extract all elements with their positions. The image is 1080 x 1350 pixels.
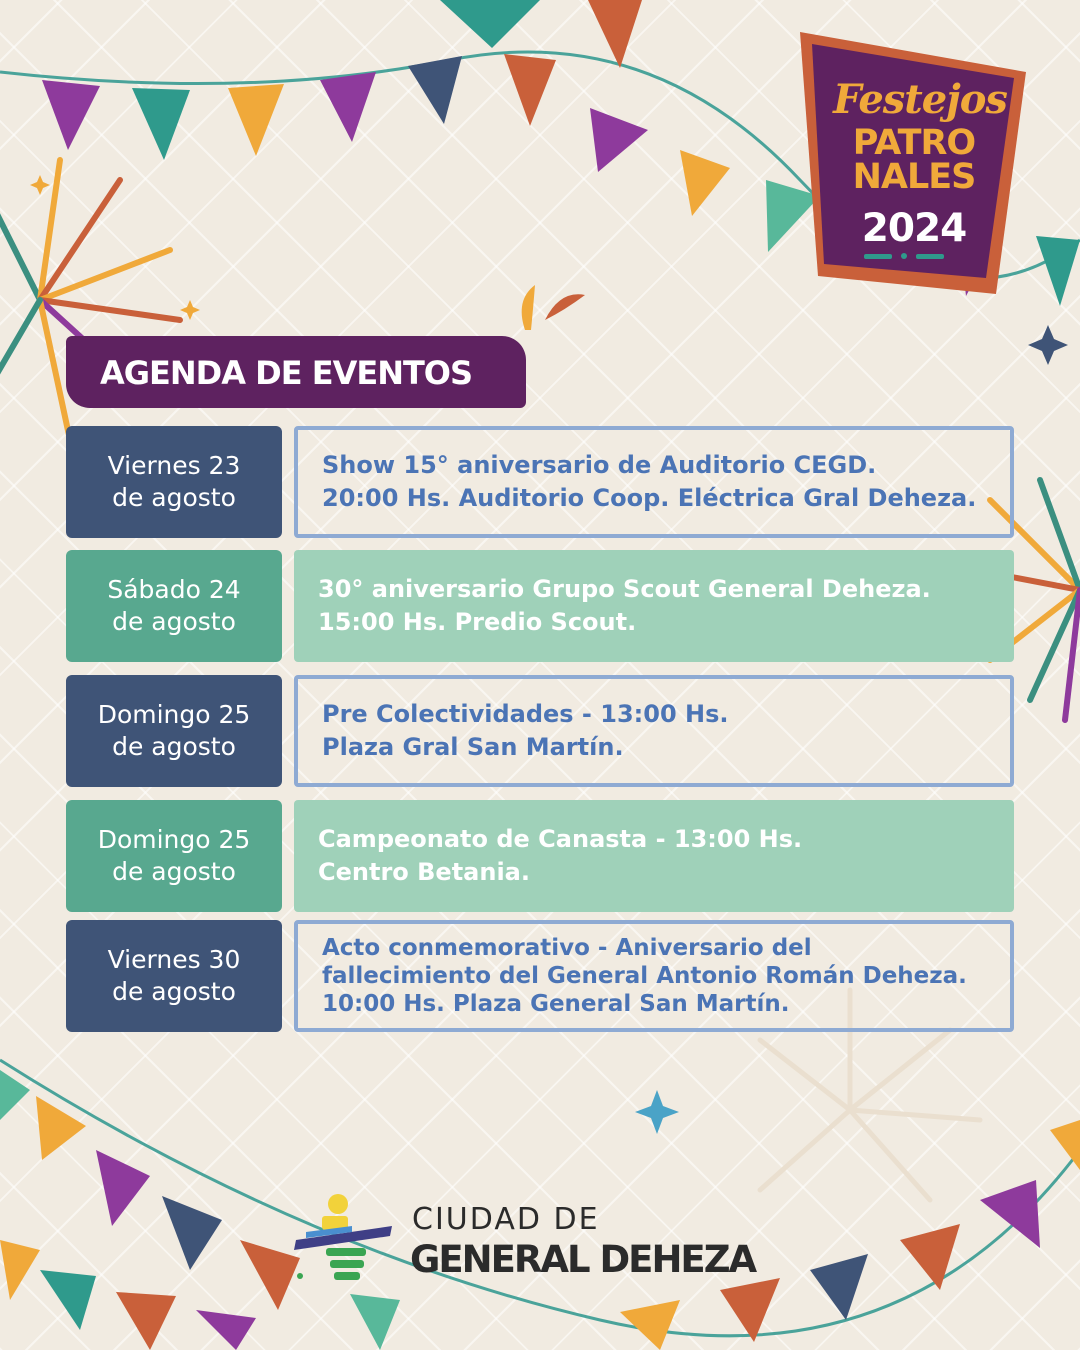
badge-year: 2024 bbox=[861, 206, 967, 251]
event-line: 10:00 Hs. Plaza General San Martín. bbox=[322, 991, 790, 1017]
event-date-month: de agosto bbox=[112, 977, 236, 1006]
event-line: Campeonato de Canasta - 13:00 Hs. bbox=[318, 825, 803, 853]
event-row bbox=[66, 550, 1014, 662]
event-date-month: de agosto bbox=[112, 607, 236, 636]
event-date-day: Viernes 23 bbox=[107, 451, 241, 480]
event-date-day: Domingo 25 bbox=[97, 700, 251, 729]
event-description bbox=[294, 920, 1014, 1032]
event-row bbox=[66, 675, 1014, 787]
event-date-day: Sábado 24 bbox=[107, 575, 241, 604]
event-date bbox=[66, 800, 282, 912]
event-line: Centro Betania. bbox=[318, 858, 530, 886]
event-row bbox=[66, 426, 1014, 538]
event-date-day: Domingo 25 bbox=[97, 825, 251, 854]
city-brand bbox=[292, 1190, 792, 1290]
badge-line-2: NALES bbox=[852, 157, 976, 197]
festejos-badge bbox=[800, 32, 1028, 294]
badge-script-text: Festejos bbox=[833, 76, 1007, 123]
event-date bbox=[66, 920, 282, 1032]
city-brand-line-1: CIUDAD DE bbox=[412, 1202, 600, 1237]
event-date-month: de agosto bbox=[112, 732, 236, 761]
event-date-month: de agosto bbox=[112, 857, 236, 886]
event-date-month: de agosto bbox=[112, 483, 236, 512]
event-row bbox=[66, 920, 1014, 1032]
event-description bbox=[294, 426, 1014, 538]
event-line: Plaza Gral San Martín. bbox=[322, 733, 624, 761]
city-logo-icon bbox=[292, 1190, 402, 1290]
splash-swirl bbox=[522, 285, 585, 330]
event-description bbox=[294, 675, 1014, 787]
event-line: 15:00 Hs. Predio Scout. bbox=[318, 608, 637, 636]
agenda-title-banner bbox=[66, 336, 526, 408]
agenda-title: AGENDA DE EVENTOS bbox=[100, 354, 473, 392]
event-line: 20:00 Hs. Auditorio Coop. Eléctrica Gral Deheza. bbox=[322, 484, 977, 512]
event-date bbox=[66, 675, 282, 787]
event-line: 30° aniversario Grupo Scout General Deheza. bbox=[318, 575, 931, 603]
event-date-day: Viernes 30 bbox=[107, 945, 241, 974]
event-line: Acto conmemorativo - Aniversario del bbox=[322, 935, 812, 961]
event-description bbox=[294, 800, 1014, 912]
event-line: Show 15° aniversario de Auditorio CEGD. bbox=[322, 451, 877, 479]
event-date bbox=[66, 426, 282, 538]
event-line: fallecimiento del General Antonio Román Deheza. bbox=[322, 963, 967, 989]
city-brand-line-2: GENERAL DEHEZA bbox=[410, 1238, 756, 1281]
event-row bbox=[66, 800, 1014, 912]
event-line: Pre Colectividades - 13:00 Hs. bbox=[322, 700, 729, 728]
event-description bbox=[294, 550, 1014, 662]
badge-line-1: PATRO bbox=[852, 123, 976, 163]
event-date bbox=[66, 550, 282, 662]
